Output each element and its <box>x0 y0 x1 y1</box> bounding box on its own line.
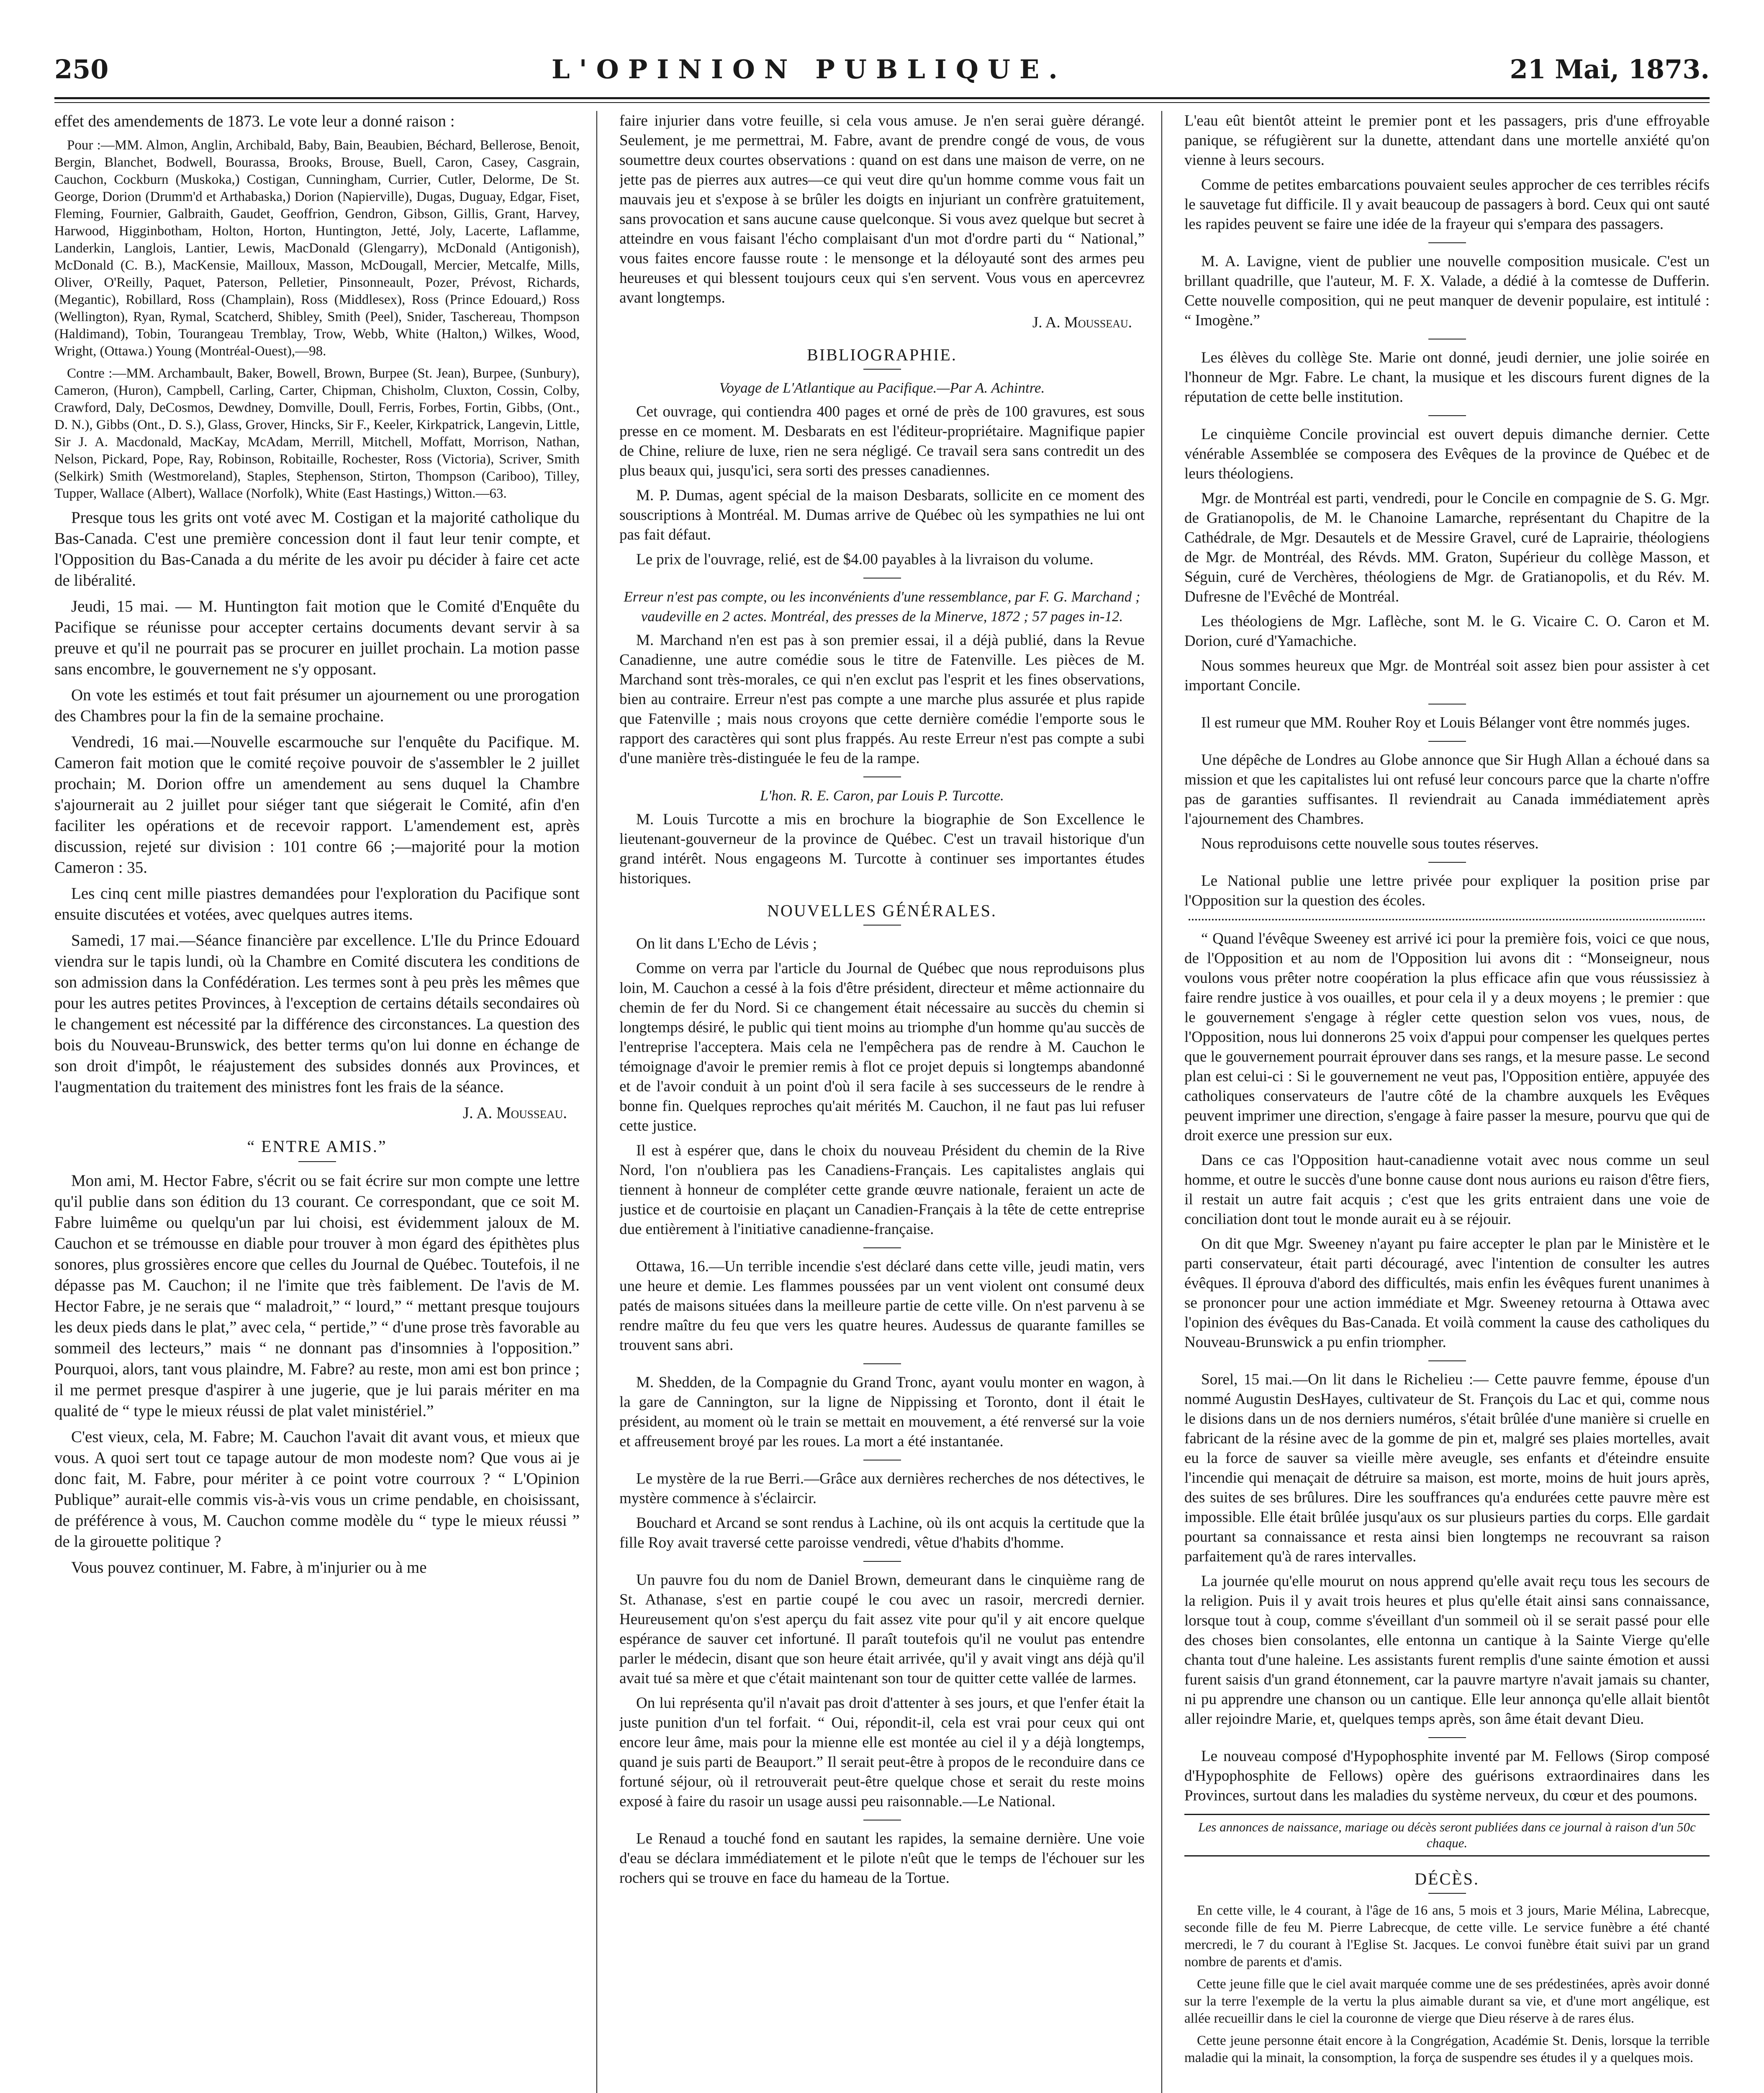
article-paragraph: Une dépêche de Londres au Globe annonce que Sir Hugh Allan a échoué dans sa mission et que les capitalistes lui ont refusé leur concours parce que la charte n'offre pas de garanties suffisantes. Il reviendrait au Canada immédiatement après l'ajournement des Chambres. <box>1184 751 1710 828</box>
article-paragraph: Mon ami, M. Hector Fabre, s'écrit ou se fait écrire sur mon compte une lettre qu'il publie dans son édition du 13 courant. Ce correspondant, que ce soit M. Fabre luimême ou quelqu'un par lui choisi, est évidemment jaloux de M. Cauchon et se trémousse en diable pour trouver à mon égard des épithètes plus sonores, plus grossières encore que celles du Journal de Québec. Toutefois, il ne dépasse pas M. Cauchon; il ne l'imite que très faiblement. De l'avis de M. Hector Fabre, je ne serais que “ maladroit,” “ lourd,” “ mettant presque toujours les deux pieds dans le plat,” avec cela, “ pertide,” “ d'une prose très favorable au sommeil des lecteurs,” mais “ ne donnant pas d'insomnies à l'opposition.” Pourquoi, alors, tant vous plaindre, M. Fabre? au reste, mon ami est bon prince ; il me permet presque d'aspirer à une jugerie, que je lui parais mériter en ma qualité de “ type le mieux réussi de plat valet ministériel.” <box>54 1172 580 1420</box>
page-header <box>54 46 1710 92</box>
obituary-paragraph: Cette jeune personne était encore à la Congrégation, Académie St. Denis, lorsque la terrible maladie qui la minait, la consomption, la força de suspendre ses études il y a quelques mois. <box>1184 2033 1710 2065</box>
column-3 <box>1184 111 1710 2093</box>
separator <box>1428 242 1466 243</box>
separator <box>1428 862 1466 863</box>
article-paragraph: Jeudi, 15 mai. — M. Huntington fait motion que le Comité d'Enquête du Pacifique se réunisse pour accepter certains documents devant servir à sa preuve et qu'il ne pourrait pas se procurer en juillet prochain. La motion passe sans encombre, le gouvernement ne s'y opposant. <box>54 597 580 678</box>
section-heading-text: BIBLIOGRAPHIE. <box>807 345 957 364</box>
heading-dash <box>298 1161 336 1162</box>
article-paragraph: Les cinq cent mille piastres demandées pour l'exploration du Pacifique sont ensuite discutées et votées, avec quelques autres items. <box>54 885 580 923</box>
column-1 <box>54 111 580 2093</box>
article-paragraph: Vendredi, 16 mai.—Nouvelle escarmouche sur l'enquête du Pacifique. M. Cameron fait motion que le comité reçoive pouvoir de s'assembler le 2 juillet prochain; M. Dorion offre un amendement au sens duquel la Chambre s'ajournerait au 2 juillet pour siéger tant que siégerait le Comité, afin d'en faciliter les opérations et de recevoir rapport. L'amendement est, après discussion, rejeté sur division : 101 contre 66 ;—majorité pour la motion Cameron : 35. <box>54 733 580 877</box>
obituary-paragraph: En cette ville, le 4 courant, à l'âge de 16 ans, 5 mois et 3 jours, Marie Mélina, Labrecque, seconde fille de feu M. Pierre Labrecque, de cette ville. Le service funèbre a été chanté mercredi, le 7 du courant à l'Eglise St. Jacques. Le convoi funèbre était suivi par un grand nombre de parents et d'amis. <box>1184 1903 1710 1970</box>
separator <box>1428 415 1466 416</box>
article-paragraph: Il est rumeur que MM. Rouher Roy et Louis Bélanger vont être nommés juges. <box>1201 714 1690 731</box>
separator <box>1428 704 1466 705</box>
section-heading-entre-amis <box>54 1136 580 1162</box>
header-rule-thin <box>54 102 1710 103</box>
article-paragraph: Le nouveau composé d'Hypophosphite inventé par M. Fellows (Sirop composé d'Hypophosphite de Fellows) opère des guérisons extraordinaires dans les Provinces, surtout dans les maladies du système nerveux, du cœur et des poumons. <box>1184 1748 1710 1804</box>
separator <box>1428 1360 1466 1361</box>
separator <box>863 1363 901 1364</box>
book-title: L'hon. R. E. Caron, par Louis P. Turcotte. <box>760 787 1004 804</box>
article-paragraph: M. A. Lavigne, vient de publier une nouvelle composition musicale. C'est un brillant quadrille, que l'auteur, M. F. X. Valade, a dédié à la comtesse de Dufferin. Cette nouvelle composition, qui ne peut manquer de devenir populaire, est intitulé : “ Imogène.” <box>1184 253 1710 329</box>
quote-paragraph: Dans ce cas l'Opposition haut-canadienne votait avec nous comme un seul homme, et outre le succès d'une bonne cause dont nous aurions eu raison d'être fiers, il restait un autre fait acquis ; c'est que les grits entraient dans une voie de conciliation dont tout le monde aurait eu à se réjouir. <box>1184 1152 1710 1228</box>
quote-paragraph: On dit que Mgr. Sweeney n'ayant pu faire accepter le plan par le Ministère et le parti conservateur, était parti découragé, avec l'intention de consulter les autres évêques. Il éprouva d'abord des difficultés, mais enfin les évêques furent unanimes à se prononcer pour une action immédiate et Mgr. Sweeney retourna à Ottawa avec l'opinion des évêques du Bas-Canada. Et voilà comment la cause des catholiques du Nouveau-Brunswick a pu enfin triompher. <box>1184 1235 1710 1351</box>
newspaper-title: L'OPINION PUBLIQUE. <box>552 54 1067 85</box>
article-paragraph: C'est vieux, cela, M. Fabre; M. Cauchon l'avait dit avant vous, et mieux que vous. A quoi sert tout ce tapage autour de mon modeste nom? Que vous ai je donc fait, M. Fabre, pour mériter à ce point votre courroux ? “ L'Opinion Publique” aurait-elle commis vis-à-vis vous un crime pendable, en choisissant, de préférence à vous, M. Cauchon comme modèle du “ type le mieux réussi ” de la girouette politique ? <box>54 1428 580 1550</box>
article-paragraph: Ottawa, 16.—Un terrible incendie s'est déclaré dans cette ville, jeudi matin, vers une heure et demie. Les flammes poussées par un vent violent ont consumé deux patés de maisons situées dans la meilleure partie de cette ville. On n'est parvenu à se rendre maître du feu que vers les quatre heures. Audessus de quarante familles se trouvent sans abri. <box>619 1258 1145 1354</box>
article-paragraph: Un pauvre fou du nom de Daniel Brown, demeurant dans le cinquième rang de St. Athanase, s'est en partie coupé le cou avec un rasoir, mercredi dernier. Heureusement qu'on s'est aperçu du fait assez vite pour qu'il y ait encore quelque espérance de sauver cet infortuné. Il paraît toutefois qu'il ne voulut pas entendre parler le médecin, disant que son heure était arrivée, qu'il y avait vingt ans déjà qu'il avait tué sa mère et que c'était maintenant son tour de quitter cette vallée de larmes. <box>619 1571 1145 1687</box>
article-paragraph: Comme on verra par l'article du Journal de Québec que nous reproduisons plus loin, M. Cauchon a cessé à la fois d'être président, directeur et même actionnaire du chemin de fer du Nord. Si ce changement était nécessaire au succès du chemin si longtemps désiré, le public qui tient moins au triomphe d'un homme qu'au succès de l'entreprise l'acceptera. Mais cela ne l'empêchera pas de rendre à M. Cauchon le témoignage d'avoir le premier remis à flot ce projet depuis si longtemps abandonné et de l'avoir conduit à un point d'où il sera facile à ses successeurs de le rendre à bonne fin. Quelques reproches qu'ait mérités M. Cauchon, il ne faut pas lui refuser cette justice. <box>619 960 1145 1134</box>
book-title: Voyage de L'Atlantique au Pacifique.—Par A. Achintre. <box>719 380 1045 396</box>
article-paragraph: L'eau eût bientôt atteint le premier pont et les passagers, pris d'une effroyable panique, se réfugièrent sur la dunette, attendant dans une mortelle anxiété qu'on vienne à leurs secours. <box>1184 112 1710 169</box>
article-paragraph: Le National publie une lettre privée pour expliquer la position prise par l'Opposition sur la question des écoles. <box>1184 872 1710 909</box>
dotted-separator <box>1189 919 1705 921</box>
article-paragraph: Sorel, 15 mai.—On lit dans le Richelieu :— Cette pauvre femme, épouse d'un nommé Augustin DesHayes, cultivateur de St. François du Lac et qui, comme nous le disions dans un de nos derniers numéros, s'était brûlée d'une manière si cruelle en fabricant de la résine avec de la gomme de pin et, malgré ses plaies mortelles, avait eu la force de sauver sa vieille mère aveugle, ses enfants et d'éteindre ensuite l'incendie qui menaçait de détruire sa maison, est morte, moins de huit jours après, des suites de ses brûlures. Dire les souffrances qu'a endurées cette pauvre mère est impossible. Elle était brûlée jusqu'aux os sur plusieurs parties du corps. Elle gardait pourtant sa connaissance et resta ainsi bien longtemps ne recouvrant sa raison parfaitement qu'à de rares intervalles. <box>1184 1371 1710 1565</box>
article-paragraph: Bouchard et Arcand se sont rendus à Lachine, où ils ont acquis la certitude que la fille Roy avait traversé cette paroisse vendredi, vêtue d'habits d'homme. <box>619 1514 1145 1551</box>
separator <box>1428 741 1466 742</box>
separator <box>863 1561 901 1562</box>
signature: J. A. Mousseau. <box>462 1104 567 1122</box>
article-paragraph: Il est à espérer que, dans le choix du nouveau Président du chemin de la Rive Nord, l'on n'oubliera pas les Canadiens-Français. Les capitalistes anglais qui tiennent à honneur de compléter cette grande œuvre nationale, feraient un acte de justice et de courtoisie en plaçant un Canadien-Français à la tête de cette entreprise due entièrement à l'initiative canadienne-française. <box>619 1142 1145 1238</box>
article-paragraph: Presque tous les grits ont voté avec M. Costigan et la majorité catholique du Bas-Canada. C'est une première concession dont il faut leur tenir compte, et l'Opposition du Bas-Canada a du mérite de les avoir pu décider à faire cet acte de libéralité. <box>54 509 580 589</box>
section-heading-nouvelles <box>619 901 1145 926</box>
notice-box: Les annonces de naissance, mariage ou décès seront publiées dans ce journal à raison d'un 50c chaque. <box>1184 1814 1710 1856</box>
vote-contre-list: Contre :—MM. Archambault, Baker, Bowell, Brown, Burpee (St. Jean), Burpee, (Sunbury), Cameron, (Huron), Campbell, Carling, Carter, Chipman, Chisholm, Cluxton, Cossin, Colby, Crawford, Daly, DeCosmos, Dewdney, Domville, Doull, Ferris, Forbes, Fortin, Gibbs, (Ont., D. N.), Gibbs (Ont., D. S.), Glass, Grover, Hincks, Sir F., Keeler, Kirkpatrick, Langevin, Little, Sir J. A. Macdonald, MacKay, McAdam, Merrill, Mitchell, Moffatt, Morrison, Nathan, Nelson, Pickard, Pope, Ray, Robinson, Robitaille, Rochester, Ross (Victoria), Scriver, Smith (Selkirk) Smith (Westmoreland), Staples, Stephenson, Stirton, Thompson (Cariboo), Tilley, Tupper, Wallace (Albert), Wallace (Norfolk), White (East Hastings,) Witton.—63. <box>54 366 580 501</box>
section-heading-deces <box>1184 1869 1710 1894</box>
article-paragraph: Cet ouvrage, qui contiendra 400 pages et orné de près de 100 gravures, est sous presse en ce moment. M. Desbarats en est l'éditeur-propriétaire. Magnifique papier de Chine, reliure de luxe, rien ne sera négligé. Ce travail sera sans contredit un des plus beaux qui, jusqu'ici, sera sorti des presses canadiennes. <box>619 403 1145 479</box>
article-paragraph: M. Louis Turcotte a mis en brochure la biographie de Son Excellence le lieutenant-gouverneur de la province de Québec. C'est un travail historique d'un grand intérêt. Nous engageons M. Turcotte à continuer ses importantes études historiques. <box>619 811 1145 887</box>
article-paragraph: Les théologiens de Mgr. Laflèche, sont M. le G. Vicaire C. O. Caron et M. Dorion, curé d'Yamachiche. <box>1184 613 1710 650</box>
header-rule <box>54 97 1710 99</box>
section-heading-text: “ ENTRE AMIS.” <box>247 1137 387 1156</box>
page-number: 250 <box>54 54 109 85</box>
article-paragraph: Mgr. de Montréal est parti, vendredi, pour le Concile en compagnie de S. G. Mgr. de Gratianopolis, de M. le Chanoine Lamarche, représentant du Chapitre de la Cathédrale, de Mgr. Desautels et de Messire Gravel, curé de Laprairie, théologiens de Mgr. de Montréal, des Révds. MM. Graton, Supérieur du collège Masson, et Séguin, curé de Verchères, théologiens de Mgr. de Gratianopolis, et du Rév. M. Dufresne de l'Evêché de Montréal. <box>1184 490 1710 605</box>
column-2 <box>619 111 1145 2093</box>
vote-intro: effet des amendements de 1873. Le vote leur a donné raison : <box>54 112 455 130</box>
article-paragraph: On lui représenta qu'il n'avait pas droit d'attenter à ses jours, et que l'enfer était la juste punition d'un tel forfait. “ Oui, répondit-il, cela est vrai pour ceux qui ont encore leur âme, mais pour la mienne elle est montée au ciel il y a déjà longtemps, quand je suis parti de Beauport.” Il serait peut-être à propos de le reconduire dans ce fortuné séjour, où il retrouverait peut-être quelque chose et serait du reste moins exposé à faire du rasoir un usage aussi peu raisonnable.—Le National. <box>619 1694 1145 1810</box>
signature: J. A. Mousseau. <box>1032 314 1132 331</box>
heading-dash <box>863 369 901 370</box>
quote-paragraph: “ Quand l'évêque Sweeney est arrivé ici pour la première fois, voici ce que nous, de l'Opposition et au nom de l'Opposition lui avons dit : “Monseigneur, nous voulons vous prêter notre coopération la plus efficace afin que vous réussissiez à faire rendre justice à vos ouailles, et pour cela il y a deux moyens ; le premier : que le gouvernement s'engage à régler cette question selon vos vues, nous, de l'Opposition, nous lui donnerons 25 voix d'appui pour compenser les quelques pertes que le gouvernement pourrait éprouver dans ses rangs, et la mesure passe. Le second plan est celui-ci : Si le gouvernement ne veut pas, l'Opposition entière, appuyée des catholiques conservateurs de l'autre côté de la chambre auxquels les Evêques peuvent imprimer une direction, s'engage à faire passer la mesure, pourvu que qui de droit exerce une pression sur eux. <box>1184 930 1710 1144</box>
article-paragraph: Le cinquième Concile provincial est ouvert depuis dimanche dernier. Cette vénérable Assemblée se composera des Evêques de la province de Québec et de leurs théologiens. <box>1184 426 1710 482</box>
article-paragraph: Le Renaud a touché fond en sautant les rapides, la semaine dernière. Une voie d'eau se déclara immédiatement et le pilote n'eût que le temps de l'échouer sur les rochers qui se trouve en face du hameau de la Tortue. <box>619 1830 1145 1887</box>
separator <box>863 578 901 579</box>
article-paragraph: M. Shedden, de la Compagnie du Grand Tronc, ayant voulu monter en wagon, à la gare de Cannington, sur la ligne de Nippissing et Toronto, dont il était le président, au moment où le train se mettait en mouvement, a été renversé sur la voie et affreusement broyé par les roues. La mort a été instantanée. <box>619 1374 1145 1450</box>
issue-date: 21 Mai, 1873. <box>1510 54 1710 85</box>
column-divider <box>596 111 597 2093</box>
heading-dash <box>863 925 901 926</box>
article-paragraph: M. Marchand n'en est pas à son premier essai, il a déjà publié, dans la Revue Canadienne, une autre comédie sous le titre de Fatenville. Les pièces de M. Marchand sont très-morales, ce qui n'en exclut pas l'esprit et les fines observations, bien au contraire. Erreur n'est pas compte a une marche plus assurée et plus rapide que Fatenville ; mais nous croyons que cette dernière comédie l'emporte sous le rapport des caractères qui sont plus frappés. Au reste Erreur n'est pas compte a subi d'une manière très-distinguée le feu de la rampe. <box>619 632 1145 767</box>
article-paragraph: M. P. Dumas, agent spécial de la maison Desbarats, sollicite en ce moment des souscriptions à Montréal. M. Dumas arrive de Québec où les sympathies ne lui ont pas fait défaut. <box>619 487 1145 543</box>
article-paragraph: Samedi, 17 mai.—Séance financière par excellence. L'Ile du Prince Edouard viendra sur le tapis lundi, où la Chambre en Comité discutera les conditions de son admission dans la Confédération. Les termes sont à peu près les mêmes que pour les autres petites Provinces, à l'exception de certains détails secondaires où le changement est nécessité par la différence des circonstances. La question des bois du Nouveau-Brunswick, des better terms qu'on lui donne en échange de son droit d'impôt, le réajustement des subsides donnés aux Provinces, et l'augmentation du traitement des ministres font les frais de la séance. <box>54 931 580 1096</box>
article-paragraph: Les élèves du collège Ste. Marie ont donné, jeudi dernier, une jolie soirée en l'honneur de Mgr. Fabre. Le chant, la musique et les discours furent dignes de la réputation de cette belle institution. <box>1184 349 1710 406</box>
vote-pour-list: Pour :—MM. Almon, Anglin, Archibald, Baby, Bain, Beaubien, Béchard, Bellerose, Benoit, Bergin, Blanchet, Bodwell, Bourassa, Brooks, Brouse, Buell, Caron, Casey, Casgrain, Cauchon, Cockburn (Muskoka,) Costigan, Cunningham, Currier, Cutler, Delorme, De St. George, Dorion (Drumm'd et Arthabaska,) Dorion (Napierville), Dugas, Duguay, Edgar, Fiset, Fleming, Fournier, Galbraith, Gaudet, Geoffrion, Gendron, Gibson, Gillis, Grant, Harvey, Harwood, Higginbotham, Holton, Horton, Huntington, Jetté, Joly, Lacerte, Laflamme, Landerkin, Langlois, Lantier, Lewis, MacDonald (Glengarry), McDonald (Antigonish), McDonald (C. B.), MacKensie, Mailloux, Masson, McDougall, Mercier, Metcalfe, Mills, Oliver, O'Reilly, Paquet, Paterson, Pelletier, Pinsonneault, Pozer, Prévost, Richards, (Megantic), Robillard, Ross (Champlain), Ross (Middlesex), Ross (Prince Edouard,) Ross (Wellington), Ryan, Rymal, Scatcherd, Shibley, Smith (Peel), Snider, Taschereau, Thompson (Haldimand), Tobin, Tourangeau Tremblay, Trow, Webb, White (Halton,) Wilkes, Wood, Wright, (Ottawa.) Young (Montréal-Ouest),—98. <box>54 138 580 359</box>
article-paragraph: On vote les estimés et tout fait présumer un ajournement ou une prorogation des Chambres pour la fin de la semaine prochaine. <box>54 686 580 725</box>
book-title: Erreur n'est pas compte, ou les inconvénients d'une ressemblance, par F. G. Marchand ; vaudeville en 2 actes. Montréal, des presses de la Minerve, 1872 ; 57 pages in-12. <box>624 589 1140 625</box>
article-paragraph: Nous sommes heureux que Mgr. de Montréal soit assez bien pour assister à cet important Concile. <box>1184 657 1710 694</box>
article-paragraph: Comme de petites embarcations pouvaient seules approcher de ces terribles récifs le sauvetage fut difficile. Il y avait beaucoup de passagers à bord. Ceux qui ont sauté les rapides peuvent se faire une idée de la frayeur qui s'empara des passagers. <box>1184 176 1710 233</box>
heading-dash <box>1428 1893 1466 1894</box>
section-heading-text: DÉCÈS. <box>1415 1869 1479 1888</box>
separator <box>1428 1737 1466 1738</box>
article-continuation: faire injurier dans votre feuille, si cela vous amuse. Je n'en serai guère dérangé. Seulement, je me permettrai, M. Fabre, avant de prendre congé de vous, de vous soumettre deux courtes observations : quand on est dans une maison de verre, on ne jette pas de pierres aux autres—ce qui veut dire qu'un homme comme vous fait un mauvais jeu et s'expose à se brûler les doigts en injuriant un confrère gratuitement, sans provocation et sans aucune cause quelconque. Si vous avez quelque but secret à atteindre en vous faisant l'écho complaisant d'un mot d'ordre parti du “ National,” vous faites encore fausse route : le mensonge et la déloyauté sont des armes peu heureuses et qui blessent toujours ceux qui s'en servent. Vous vous en apercevrez avant longtemps. <box>619 112 1145 306</box>
article-paragraph: On lit dans L'Echo de Lévis ; <box>636 935 817 952</box>
article-paragraph: Vous pouvez continuer, M. Fabre, à m'injurier ou à me <box>71 1558 427 1576</box>
article-paragraph: Nous reproduisons cette nouvelle sous toutes réserves. <box>1201 835 1539 852</box>
section-heading-bibliographie <box>619 345 1145 370</box>
column-divider <box>1161 111 1162 2093</box>
article-paragraph: Le prix de l'ouvrage, relié, est de $4.00 payables à la livraison du volume. <box>636 551 1094 568</box>
separator <box>863 1247 901 1248</box>
obituary-paragraph: Cette jeune fille que le ciel avait marquée comme une de ses prédestinées, après avoir donné sur la terre l'exemple de la vertu la plus aimable durant sa vie, et d'une mort angélique, est allée recueillir dans le ciel la couronne de vierge que Dieu réserve à de rares élus. <box>1184 1977 1710 2026</box>
section-heading-text: NOUVELLES GÉNÉRALES. <box>767 901 997 920</box>
article-paragraph: Le mystère de la rue Berri.—Grâce aux dernières recherches de nos détectives, le mystère commence à s'éclaircir. <box>619 1470 1145 1507</box>
article-paragraph: La journée qu'elle mourut on nous apprend qu'elle avait reçu tous les secours de la religion. Puis il y avait trois heures et plus qu'elle était ainsi sans connaissance, lorsque tout à coup, comme s'éveillant d'un sommeil où il se serait passé pour elle des choses bien consolantes, elle entonna un cantique à la Sainte Vierge qu'elle chanta tout d'une haleine. Les assistants furent remplis d'une sainte émotion et aussi furent saisis d'un grand étonnement, car la pauvre martyre n'avait jamais su chanter, ni pu apprendre une chanson ou un cantique. Elle leur annonça qu'elle allait bientôt aller rejoindre Marie, et, quelques temps après, son âme était devant Dieu. <box>1184 1573 1710 1728</box>
